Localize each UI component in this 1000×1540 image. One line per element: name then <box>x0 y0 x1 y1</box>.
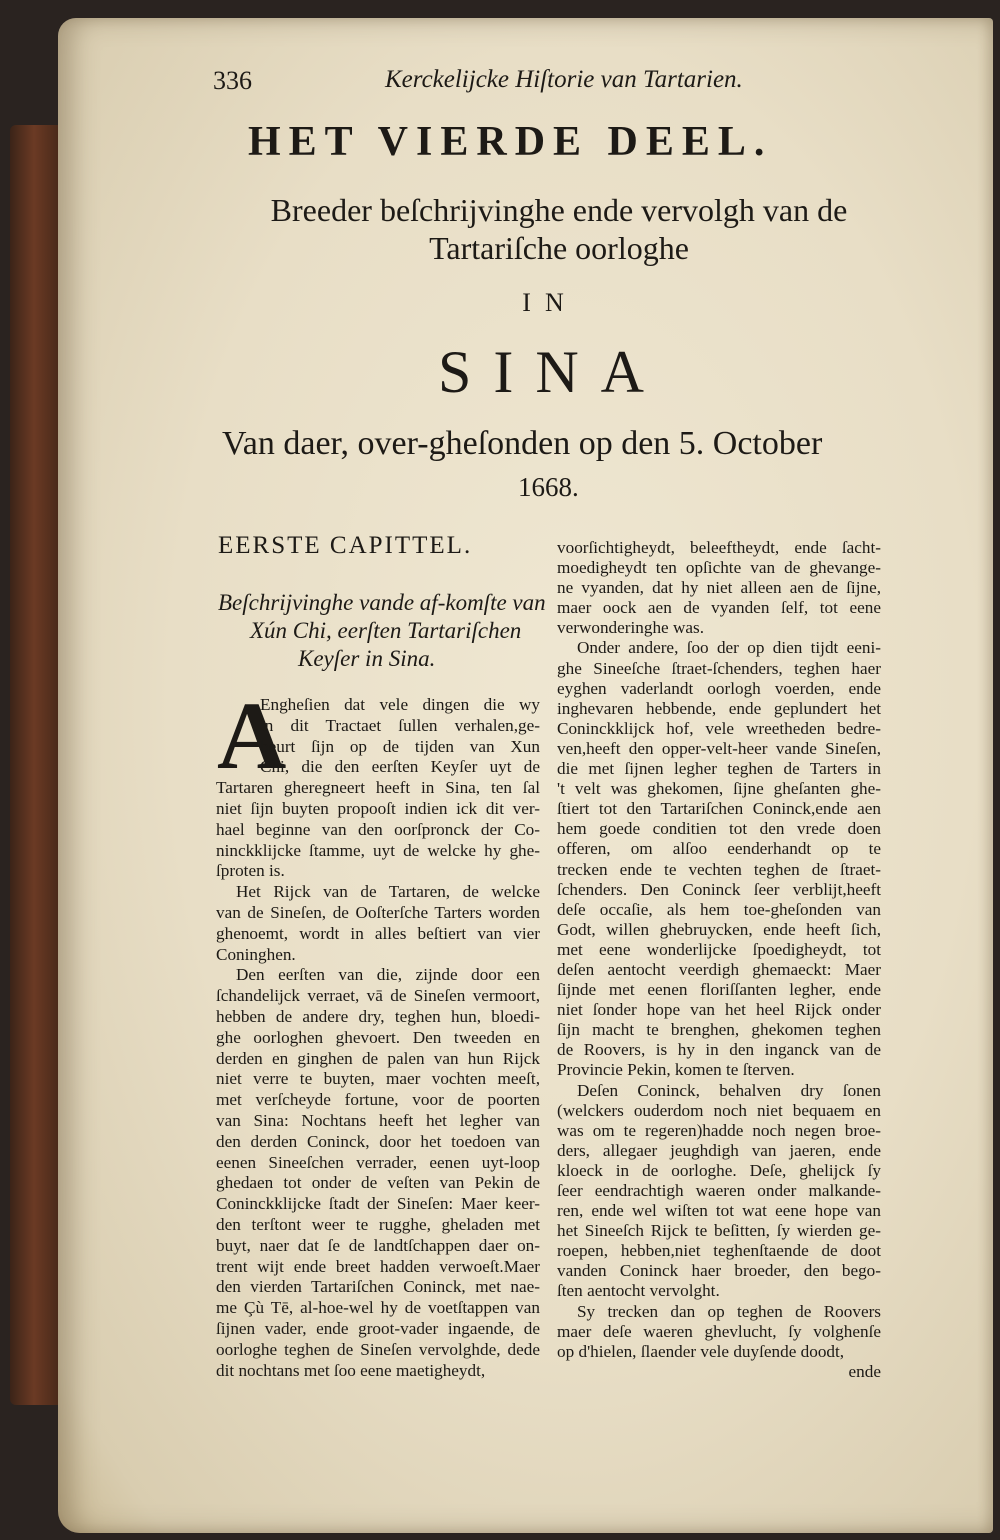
text-line: voorſichtigheydt, beleeftheydt, ende ſacht- <box>557 538 881 557</box>
text-line: derden en ginghen de palen van hun Rijck <box>216 1048 540 1068</box>
title-year: 1668. <box>518 472 579 502</box>
text-line: ghenoemt, wordt in alles beſtiert van vier <box>216 923 540 943</box>
text-line: ghe oorloghen ghevoert. Den tweeden en <box>216 1027 540 1047</box>
text-line: van de Sineſen, de Ooſterſche Tarters worden <box>216 902 540 922</box>
text-line: hael beginne van den oorſpronck der Co- <box>216 819 540 839</box>
text-line: niet verre te buyten, maer vochten meeſt, <box>216 1069 540 1089</box>
text-line: moedigheydt ten opſichte van de ghevange- <box>557 558 881 578</box>
text-line: Provincie Pekin, komen te ſterven. <box>557 1060 795 1080</box>
text-line: Godt, willen ghebruycken, ende heeft ſich, <box>557 919 881 939</box>
drop-cap: A <box>217 682 287 789</box>
text-line: Den eerſten van die, zijnde door een <box>236 965 540 985</box>
part-title: HET VIERDE DEEL. <box>248 119 773 165</box>
right-column <box>557 538 881 1382</box>
chapter-heading: EERSTE CAPITTEL. <box>218 532 473 559</box>
text-line: op d'hielen, ſlaender vele duyſende doodt, <box>557 1341 845 1361</box>
text-line: den derden Coninck, door het toedoen van <box>216 1131 540 1151</box>
text-line: ſchenders. Den Coninck ſeer verblijt,heeft <box>557 879 881 899</box>
text-line: deſen aentocht veerdigh ghemaeckt: Maer <box>557 959 881 979</box>
text-line: vanden Coninck haer broeder, den bego- <box>557 1261 881 1281</box>
text-line: eenen Sineeſchen verrader, eenen uyt-loop <box>216 1152 540 1172</box>
page-number: 336 <box>213 66 252 95</box>
chapter-summary-line: Beſchrijvinghe vande af-komſte van <box>218 590 546 615</box>
text-line: offeren, om alſoo eenderhandt op te <box>557 839 881 859</box>
text-line: eyghen vaderlandt oorlogh voerden, ende <box>557 678 881 698</box>
text-line: beurt ſijn op de tijden van Xun <box>260 736 540 756</box>
text-line: verwonderinghe was. <box>557 618 705 638</box>
chapter-summary-line: Xún Chi, eerſten Tartariſchen <box>250 618 522 643</box>
text-line: het Sineeſch Rijck te beſitten, ſy wierden ge- <box>557 1221 881 1241</box>
text-line: met eene wonderlijcke ſpoedigheydt, tot <box>557 939 881 959</box>
text-line: niet ſonder hope van het heel Rijck onder <box>557 1000 881 1020</box>
text-line: 't velt was ghekomen, ſijne gheſanten ghe- <box>557 779 881 799</box>
title-in: IN <box>522 288 578 317</box>
text-line: Sy trecken dan op teghen de Roovers <box>577 1301 881 1321</box>
text-line: Deſen Coninck, behalven dry ſonen <box>577 1080 881 1100</box>
text-line: die met ſijnen legher teghen de Tarters in <box>557 759 881 779</box>
text-line: ven,heeft den opper-velt-heer vande Sineſen, <box>557 738 881 758</box>
text-line: was om te regeren)hadde noch negen broe- <box>557 1120 881 1140</box>
text-line: deſe occaſie, als hem toe-gheſonden van <box>557 899 881 919</box>
text-line: ſijnen vader, ende groot-vader ingaende, de <box>216 1318 540 1338</box>
text-line: kloeck in de oorloghe. Deſe, ghelijck ſy <box>557 1160 881 1180</box>
chapter-summary-line: Keyſer in Sina. <box>298 646 436 671</box>
text-line: ders, allegaer jeughdigh van jaeren, ende <box>557 1140 881 1160</box>
text-line: trecken ende te vechten teghen de ſtraet- <box>557 859 881 879</box>
text-line: Onder andere, ſoo der op dien tijdt eeni- <box>577 638 881 658</box>
text-line: niet ſijn buyten propooſt indien ick dit ver- <box>216 798 540 818</box>
text-line: ghe Sineeſche ſtraet-ſchenders, teghen haer <box>557 658 881 678</box>
text-line: de Roovers, is hy in den inganck van de <box>557 1040 881 1060</box>
text-line: maer oock aen de vyanden ſelf, tot eene <box>557 598 881 618</box>
text-line: hebben de andere dry, teghen hun, bloedi- <box>216 1006 540 1026</box>
subtitle-line-2: Tartariſche oorloghe <box>429 230 689 266</box>
text-line: ſten aentocht vervolght. <box>557 1281 720 1301</box>
text-line: (welckers ouderdom noch niet bequaem en <box>557 1100 881 1120</box>
text-line: dit nochtans met ſoo eene maetigheydt, <box>216 1360 486 1380</box>
title-sent-line: Van daer, over-gheſonden op den 5. October <box>222 425 823 462</box>
text-line: Het Rijck van de Tartaren, de welcke <box>236 882 540 902</box>
text-line: oorloghe teghen de Sineſen vervolghde, dede <box>216 1339 540 1359</box>
text-line: ren, ende wel wiſten tot wat eene hope van <box>557 1201 881 1221</box>
text-line: in dit Tractaet ſullen verhalen,ge- <box>260 715 540 735</box>
title-country: SINA <box>438 339 667 405</box>
text-line: ſchandelijck verraet, vā de Sineſen vermoort, <box>216 986 540 1006</box>
text-line: Coninghen. <box>216 944 296 964</box>
catchword: ende <box>848 1361 881 1381</box>
text-line: ſtiert tot den Tartariſchen Coninck,ende aen <box>557 799 881 819</box>
text-line: hem goede conditien tot den vrede doen <box>557 819 881 839</box>
text-line: ne vyanden, dat hy niet alleen aen de ſijne, <box>557 578 881 598</box>
text-line: buyt, naer dat ſe de landtſchappen daer on- <box>216 1235 540 1255</box>
text-line: ſijnde met eenen floriſſanten legher, ende <box>557 980 881 1000</box>
text-line: ghedaen tot onder de veſten van Pekin de <box>216 1173 540 1193</box>
text-line: Chi, die den eerſten Keyſer uyt de <box>260 757 540 777</box>
left-column <box>216 695 540 1381</box>
text-line: inghevaren hebbende, ende geplundert het <box>557 698 881 718</box>
text-line: trent wijt ende breet hadden verwoeſt.Maer <box>216 1256 540 1276</box>
text-line: maer deſe waeren ghevlucht, ſy volghenſe <box>557 1321 881 1341</box>
text-line: met verſcheyde fortune, voor de poorten <box>216 1090 540 1110</box>
text-line: Tartaren gheregneert heeft in Sina, ten ſal <box>216 778 540 798</box>
text-line: van Sina: Nochtans heeft het legher van <box>216 1110 540 1130</box>
text-line: ſijn macht te brenghen, ghekomen teghen <box>557 1020 881 1040</box>
subtitle-line-1: Breeder beſchrijvinghe ende vervolgh van de <box>270 192 848 228</box>
text-line: Coninckklijck hof, vele wreetheden bedre- <box>557 718 881 738</box>
text-line: Engheſien dat vele dingen die wy <box>260 695 540 714</box>
text-line: ſeer eendrachtigh waeren onder malkande- <box>557 1181 881 1200</box>
running-head: Kerckelijcke Hiſtorie van Tartarien. <box>385 66 743 93</box>
text-line: den terſtont weer te rugghe, gheladen met <box>216 1214 540 1234</box>
text-line: ninckklijcke ſtamme, uyt de welcke hy ghe- <box>216 840 540 860</box>
text-line: Coninckklijcke ſtadt der Sineſen: Maer keer- <box>216 1194 540 1214</box>
text-line: ſproten is. <box>216 861 285 881</box>
text-line: me Çù Tē, al-hoe-wel hy de voetſtappen van <box>216 1298 540 1318</box>
text-line: roepen, hebben,niet teghenſtaende de doot <box>557 1241 881 1261</box>
text-line: den vierden Tartariſchen Coninck, met nae- <box>216 1277 540 1297</box>
